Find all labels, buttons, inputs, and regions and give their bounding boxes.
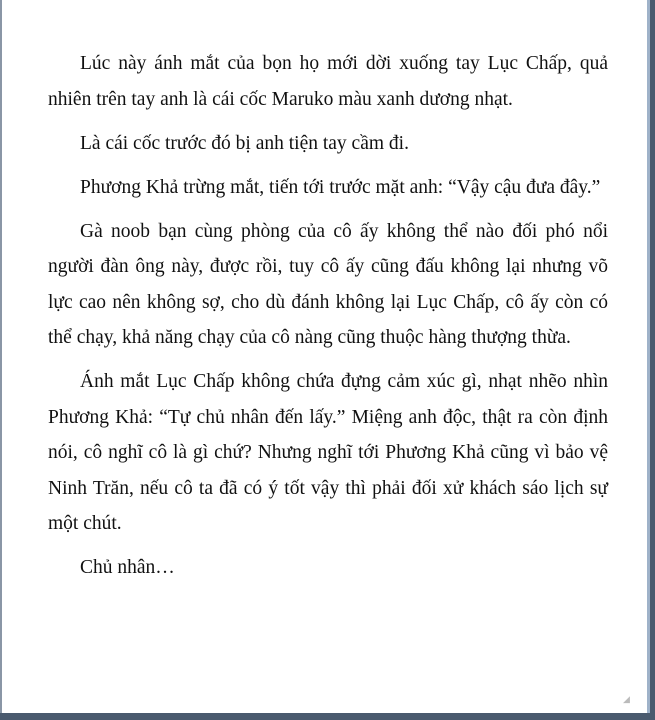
paragraph: Lúc này ánh mắt của bọn họ mới dời xuống tay Lục Chấp, quả nhiên trên tay anh là cái cốc Maruko màu xanh dương nhạt.: [48, 53, 608, 110]
paragraph: Gà noob bạn cùng phòng của cô ấy không thể nào đối phó nổi người đàn ông này, được rồi, tuy cô ấy cũng đấu không lại nhưng võ lực cao nên không sợ, cho dù đánh không lại Lục Chấp, cô ấy còn có thể chạy, khả năng chạy của cô nàng cũng thuộc hàng thượng thừa.: [48, 220, 608, 348]
paragraph: Phương Khả trừng mắt, tiến tới trước mặt anh: “Vậy cậu đưa đây.”: [80, 176, 601, 198]
paragraph: Chủ nhân…: [80, 557, 175, 578]
document-body: [48, 46, 608, 594]
page-corner-icon: ◢: [623, 694, 630, 704]
paragraph: Ánh mắt Lục Chấp không chứa đựng cảm xúc gì, nhạt nhẽo nhìn Phương Khả: “Tự chủ nhân đến lấy.” Miệng anh độc, thật ra còn định nói, cô nghĩ cô là gì chứ? Nhưng nghĩ tới Phương Khả cũng vì bảo vệ Ninh Trăn, nếu cô ta đã có ý tốt vậy thì phải đối xử khách sáo lịch sự một chút.: [48, 371, 608, 534]
paragraph: Là cái cốc trước đó bị anh tiện tay cầm đi.: [80, 132, 409, 154]
